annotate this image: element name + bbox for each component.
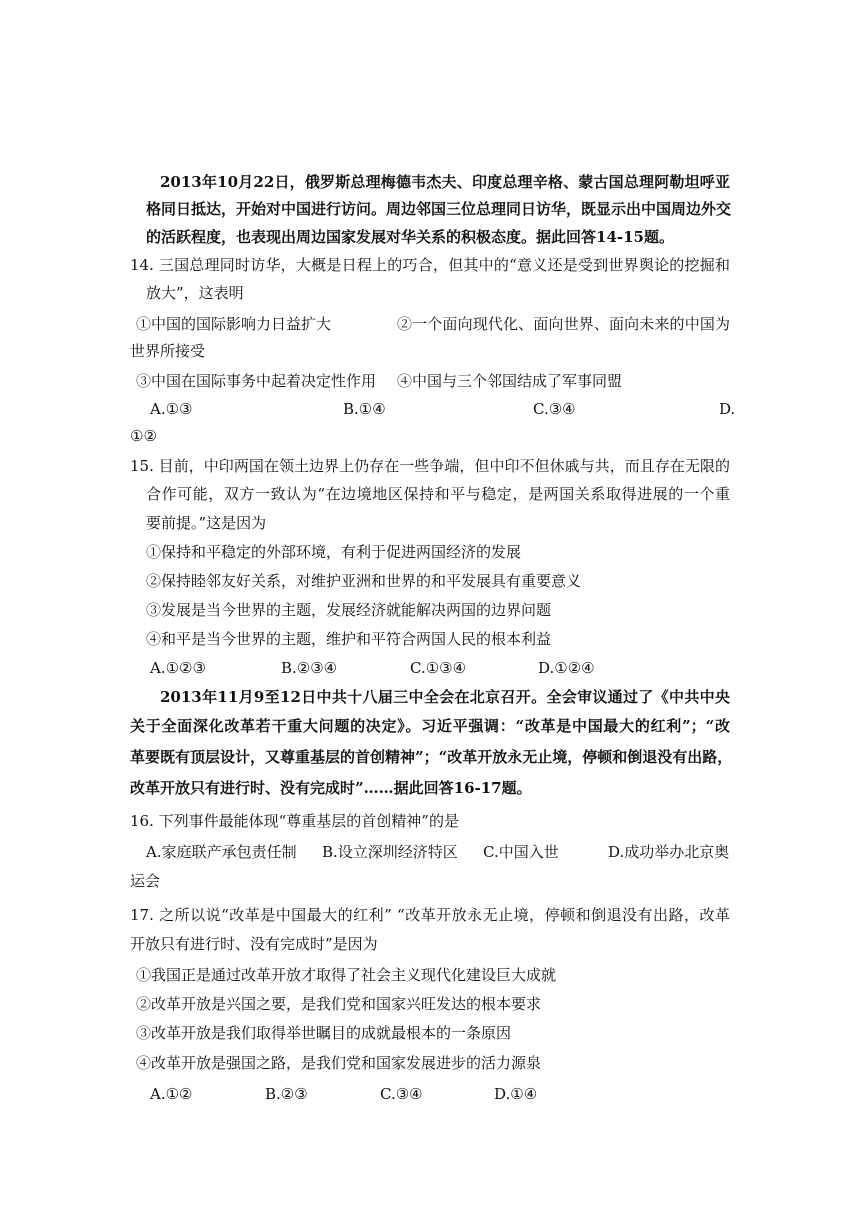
passage2-line2: 关于全面深化改革若干重大问题的决定》。习近平强调：“改革是中国最大的红利”；“改 — [130, 717, 730, 735]
q16-option-d-line1: D.成功举办北京奥 — [608, 843, 730, 861]
q15-stem-line1: 15. 目前，中印两国在领土边界上仍存在一些争端，但中印不但休戚与共，而且存在无限的 — [130, 457, 730, 475]
q17-stem-line1: 17. 之所以说“改革是中国最大的红利” “改革开放永无止境，停顿和倒退没有出路，改革 — [130, 906, 730, 924]
passage2-line3: 革要既有顶层设计，又尊重基层的首创精神”；“改革开放永无止境，停顿和倒退没有出路， — [130, 748, 733, 766]
q14-option-d-line2: ①② — [130, 427, 157, 445]
q15-statement-4: ④和平是当今世界的主题，维护和平符合两国人民的根本利益 — [146, 630, 552, 648]
q17-statement-1: ①我国正是通过改革开放才取得了社会主义现代化建设巨大成就 — [136, 966, 557, 984]
q15-statement-2: ②保持睦邻友好关系，对维护亚洲和世界的和平发展具有重要意义 — [146, 572, 582, 590]
q15-option-b: B.②③④ — [281, 659, 338, 677]
q15-option-c: C.①③④ — [410, 659, 467, 677]
q16-option-a: A.家庭联产承包责任制 — [146, 843, 297, 861]
q14-stem-line2: 放大”，这表明 — [146, 284, 244, 302]
q14-stem-line1: 14. 三国总理同时访华，大概是日程上的巧合，但其中的“意义还是受到世界舆论的挖掘和 — [130, 256, 730, 274]
q14-option-c: C.③④ — [533, 400, 576, 418]
q16-option-c: C.中国入世 — [483, 843, 559, 861]
q14-statement-1: ①中国的国际影响力日益扩大 — [136, 315, 332, 333]
q17-statement-4: ④改革开放是强国之路，是我们党和国家发展进步的活力源泉 — [136, 1054, 542, 1072]
q14-statement-2-line2: 世界所接受 — [130, 342, 206, 360]
q17-option-a: A.①② — [150, 1085, 193, 1103]
q14-statement-3: ③中国在国际事务中起着决定性作用 — [136, 372, 377, 390]
q15-statement-3: ③发展是当今世界的主题，发展经济就能解决两国的边界问题 — [146, 601, 552, 619]
q14-statement-4: ④中国与三个邻国结成了军事同盟 — [397, 372, 623, 390]
passage1-line3: 的活跃程度，也表现出周边国家发展对华关系的积极态度。据此回答14-15题。 — [146, 228, 674, 246]
q17-option-c: C.③④ — [380, 1085, 423, 1103]
q15-stem-line3: 要前提。”这是因为 — [146, 514, 267, 532]
passage1-line2: 格同日抵达，开始对中国进行访问。周边邻国三位总理同日访华，既显示出中国周边外交 — [146, 200, 732, 218]
q14-option-b: B.①④ — [343, 400, 386, 418]
q16-option-d-line2: 运会 — [130, 872, 161, 890]
q15-statement-1: ①保持和平稳定的外部环境，有利于促进两国经济的发展 — [146, 543, 522, 561]
q16-stem: 16. 下列事件最能体现“尊重基层的首创精神”的是 — [130, 812, 459, 830]
q14-option-d-line1: D. — [719, 400, 736, 418]
q17-stem-line2: 开放只有进行时、没有完成时”是因为 — [130, 935, 378, 953]
q17-statement-2: ②改革开放是兴国之要，是我们党和国家兴旺发达的根本要求 — [136, 995, 542, 1013]
q14-statement-2-line1: ②一个面向现代化、面向世界、面向未来的中国为 — [397, 315, 730, 333]
passage2-line1: 2013年11月9至12日中共十八届三中全会在北京召开。全会审议通过了《中共中央 — [160, 688, 730, 706]
q16-option-b: B.设立深圳经济特区 — [322, 843, 458, 861]
q17-statement-3: ③改革开放是我们取得举世瞩目的成就最根本的一条原因 — [136, 1024, 512, 1042]
q14-option-a: A.①③ — [150, 400, 193, 418]
passage1-line1: 2013年10月22日，俄罗斯总理梅德韦杰夫、印度总理辛格、蒙古国总理阿勒坦呼亚 — [160, 173, 730, 191]
q17-option-d: D.①④ — [494, 1085, 538, 1103]
q15-option-d: D.①②④ — [538, 659, 595, 677]
passage2-line4: 改革开放只有进行时、没有完成时”……据此回答16-17题。 — [130, 779, 532, 797]
q15-option-a: A.①②③ — [150, 659, 206, 677]
q17-option-b: B.②③ — [265, 1085, 308, 1103]
q15-stem-line2: 合作可能，双方一致认为“在边境地区保持和平与稳定，是两国关系取得进展的一个重 — [146, 485, 730, 503]
